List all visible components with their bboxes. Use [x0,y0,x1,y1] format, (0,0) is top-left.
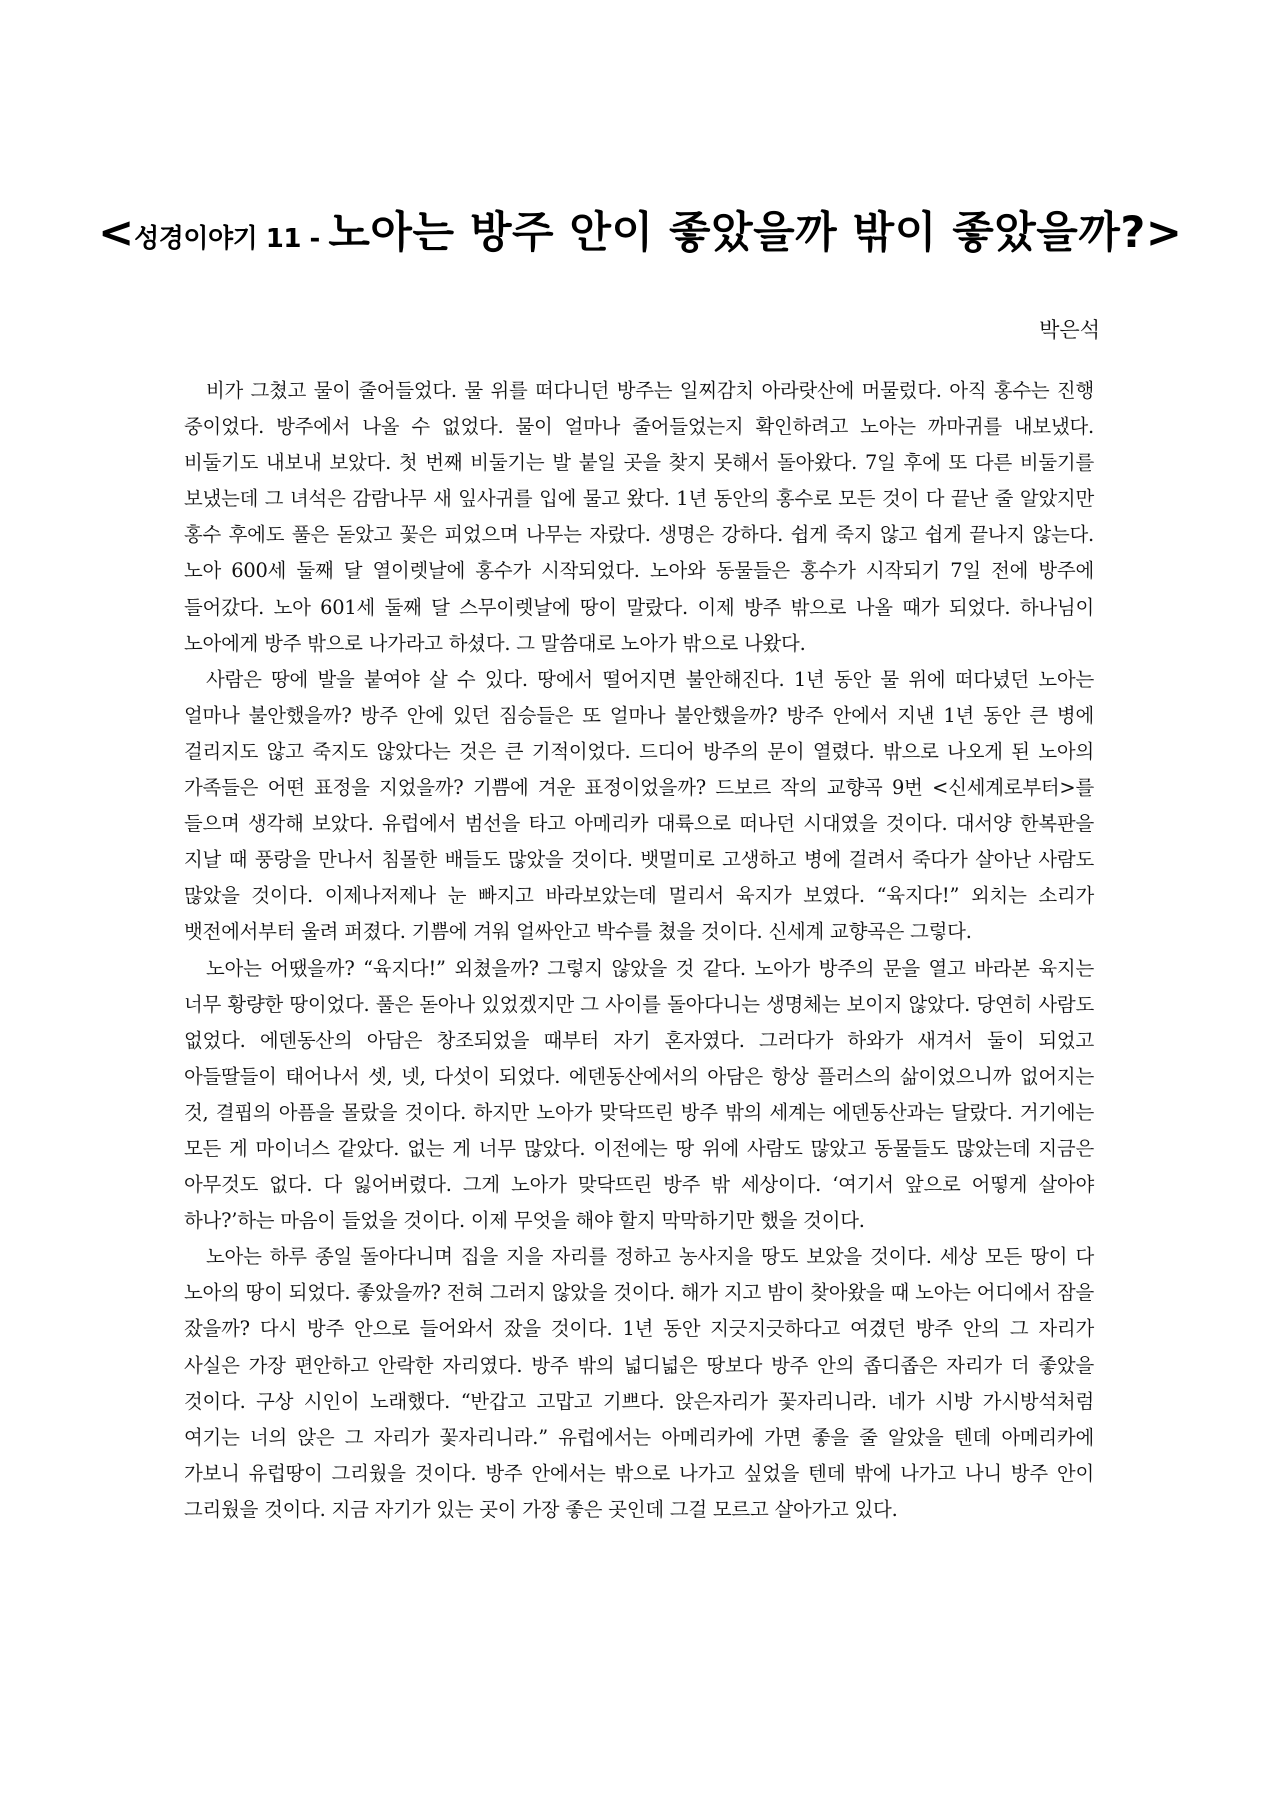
paragraph-2: 사람은 땅에 발을 붙여야 살 수 있다. 땅에서 떨어지면 불안해진다. 1년 동안 물 위에 떠다녔던 노아는 얼마나 불안했을까? 방주 안에 있던 짐승들은 또 얼마나 불안했을까? 방주 안에서 지낸 1년 동안 큰 병에 걸리지도 않고 죽지도 않았다는 것은 큰 기적이었다. 드디어 방주의 문이 열렸다. 밖으로 나오게 된 노아의 가족들은 어떤 표정을 지었을까? 기쁨에 겨운 표정이었을까? 드보르 작의 교향곡 9번 <신세계로부터>를 들으며 생각해 보았다. 유럽에서 범선을 타고 아메리카 대륙으로 떠나던 시대였을 것이다. 대서양 한복판을 지날 때 풍랑을 만나서 침몰한 배들도 많았을 것이다. 뱃멀미로 고생하고 병에 걸려서 죽다가 살아난 사람도 많았을 것이다. 이제나저제나 눈 빠지고 바라보았는데 멀리서 육지가 보였다. “육지다!” 외치는 소리가 뱃전에서부터 울려 퍼졌다. 기쁨에 겨워 얼싸안고 박수를 쳤을 것이다. 신세계 교향곡은 그렇다. [184,667,1094,944]
page-title [0,208,1280,258]
paragraph-4: 노아는 하루 종일 돌아다니며 집을 지을 자리를 정하고 농사지을 땅도 보았을 것이다. 세상 모든 땅이 다 노아의 땅이 되었다. 좋았을까? 전혀 그러지 않았을 것이다. 해가 지고 밤이 찾아왔을 때 노아는 어디에서 잠을 잤을까? 다시 방주 안으로 들어와서 잤을 것이다. 1년 동안 지긋지긋하다고 여겼던 방주 안의 그 자리가 사실은 가장 편안하고 안락한 자리였다. 방주 밖의 넓디넓은 땅보다 방주 안의 좁디좁은 자리가 더 좋았을 것이다. 구상 시인이 노래했다. “반갑고 고맙고 기쁘다. 앉은자리가 꽃자리니라. 네가 시방 가시방석처럼 여기는 너의 앉은 그 자리가 꽃자리니라.” 유럽에서는 아메리카에 가면 좋을 줄 알았을 텐데 아메리카에 가보니 유럽땅이 그리웠을 것이다. 방주 안에서는 밖으로 나가고 싶었을 텐데 밖에 나가고 나니 방주 안이 그리웠을 것이다. 지금 자기가 있는 곳이 가장 좋은 곳인데 그걸 모르고 살아가고 있다. [184,1245,1094,1521]
title-main-text: 노아는 방주 안이 좋았을까 밖이 좋았을까? [328,208,1146,258]
paragraph-1: 비가 그쳤고 물이 줄어들었다. 물 위를 떠다니던 방주는 일찌감치 아라랏산에 머물렀다. 아직 홍수는 진행 중이었다. 방주에서 나올 수 없었다. 물이 얼마나 줄어들었는지 확인하려고 노아는 까마귀를 내보냈다. 비둘기도 내보내 보았다. 첫 번째 비둘기는 발 붙일 곳을 찾지 못해서 돌아왔다. 7일 후에 또 다른 비둘기를 보냈는데 그 녀석은 감람나무 새 잎사귀를 입에 물고 왔다. 1년 동안의 홍수로 모든 것이 다 끝난 줄 알았지만 홍수 후에도 풀은 돋았고 꽃은 피었으며 나무는 자랐다. 생명은 강하다. 쉽게 죽지 않고 쉽게 끝나지 않는다. 노아 600세 둘째 달 열이렛날에 홍수가 시작되었다. 노아와 동물들은 홍수가 시작되기 7일 전에 방주에 들어갔다. 노아 601세 둘째 달 스무이렛날에 땅이 말랐다. 이제 방주 밖으로 나올 때가 되었다. 하나님이 노아에게 방주 밖으로 나가라고 하셨다. 그 말씀대로 노아가 밖으로 나왔다. [184,379,1094,655]
title-close-bracket: > [1145,208,1182,258]
author-name: 박은석 [1039,318,1100,342]
article-body [184,373,1094,1528]
title-series-label: 성경이야기 11 - [134,224,329,254]
title-open-bracket: < [98,208,135,258]
paragraph-3: 노아는 어땠을까? “육지다!” 외쳤을까? 그렇지 않았을 것 같다. 노아가 방주의 문을 열고 바라본 육지는 너무 황량한 땅이었다. 풀은 돋아나 있었겠지만 그 사이를 돌아다니는 생명체는 보이지 않았다. 당연히 사람도 없었다. 에덴동산의 아담은 창조되었을 때부터 자기 혼자였다. 그러다가 하와가 새겨서 둘이 되었고 아들딸들이 태어나서 셋, 넷, 다섯이 되었다. 에덴동산에서의 아담은 항상 플러스의 삶이었으니까 없어지는 것, 결핍의 아픔을 몰랐을 것이다. 하지만 노아가 맞닥뜨린 방주 밖의 세계는 에덴동산과는 달랐다. 거기에는 모든 게 마이너스 같았다. 없는 게 너무 많았다. 이전에는 땅 위에 사람도 많았고 동물들도 많았는데 지금은 아무것도 없다. 다 잃어버렸다. 그게 노아가 맞닥뜨린 방주 밖 세상이다. ‘여기서 앞으로 어떻게 살아야 하나?’하는 마음이 들었을 것이다. 이제 무엇을 해야 할지 막막하기만 했을 것이다. [184,956,1094,1233]
